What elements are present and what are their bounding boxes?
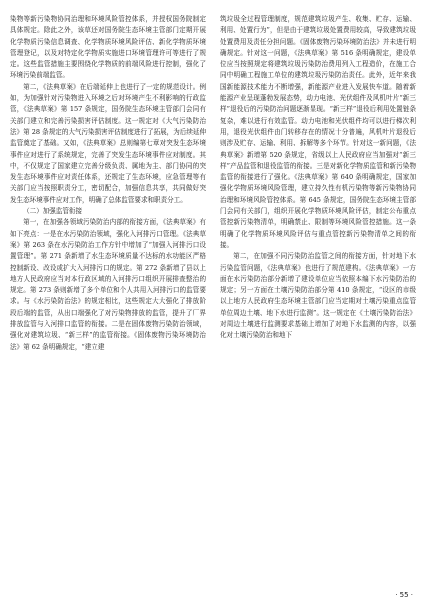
paragraph: 第二，《法典草案》在后端延伸上也进行了一定的规范设计。例如，为加强针对污染物进入环境之后对环境产生不利影响的行政监管，《法典草案》第 157 条规定，国务院生态环境主管部门会同有关部门建立和完善污染损害评估制度。这一规定对《大气污染防治法》第 28 条规定的大气污染损害评估制度进行了拓展，为后续延伸监管奠定了基础。又如，《法典草案》总则编第七章对突发生态环境事件应对进行了系统规定，完善了突发生态环境事件应对制度。其中，不仅规定了国家建立完善分级负责、属地为主、部门协同的突发生态环境事件应对责任体系，还规定了生态环境，应急管理等有关部门应当按照职责分工，密切配合，加强信息共享，共同做好突发生态环境事件应对工作，明确了总体监管要求和职责分工。 (10, 82, 206, 204)
section-heading: （二）加强监管衔接 (23, 207, 83, 216)
paragraph: 第一，在加强各领域污染防治内部的衔接方面，《法典草案》有如下亮点：一是在水污染防治领域，强化入河排污口管理。《法典草案》第 263 条在水污染防治工作方针中增加了“加强入河排污口设置管理”。第 271 条新增了水生态环境质量不达标的水功能区严格控制新设、改设或扩大入河排污口的规定。第 272 条新增了县以上地方人民政府应当对本行政区域的入河排污口组织开展排查整治的规定。第 273 条则新增了多个单位和个人共用入河排污口的监管要求。与《水污染防治法》的规定相比，这些规定大大强化了排放阶段后端的监管，从出口端强化了对污染物排放的监管，提升了厂界排放监管与入河排口监管的衔接。二是在固体废物污染防治领域，强化对建筑垃圾、“新三样”的监管衔接。《固体废物污染环境防治法》第 62 条明确规定，“建立建 (10, 218, 206, 351)
right-text-column (220, 14, 416, 585)
paragraph: 筑垃圾全过程管理制度，规范建筑垃圾产生、收集、贮存、运输、利用、处置行为”，但是由于建筑垃圾处置费用较高，导致建筑垃圾处置费用及责任分担问题。《固体废物污染环境防治法》并未进行明确规定。针对这一问题，《法典草案》第 516 条明确规定，建设单位应当按照规定将建筑垃圾污染防治费用列入工程造价，在施工合同中明确工程施工单位的建筑垃圾污染防治责任。此外，近年来我国新能源技术能力不断增强，新能源产业进入发展快车道。随着新能源产业呈现蓬勃发展态势，动力电池、光伏组件及风机叶片“新三样”退役后的污染防治问题逐渐显现。“新三样”退役后利用处置链条复杂，难以进行有效监管。动力电池和光伏组件均可以进行梯次利用，退役光伏组件由门转移存在的情况十分普遍，风机叶片退役后则涉及贮存、运输、利用、拆解等多个环节。针对这一新问题，《法典草案》新增第 520 条规定，省级以上人民政府应当加强对“新三样”产品监管和退役监管的衔接。三是对新化学物质监管和新污染物监管的衔接进行了强化。《法典草案》第 640 条明确规定，国家加强化学物质环境风险管理，建立持久性有机污染物等新污染物协同治理和环境风险管控体系。第 645 条规定，国务院生态环境主管部门会同有关部门，组织开展化学物质环境风险评估，制定公布重点管控新污染物清单，明确禁止、限制等环境风险管控措施。这一条明确了化学物质环境风险评估与重点管控新污染物清单之间的衔接。 (220, 15, 416, 249)
page-number: · 55 · (395, 591, 413, 599)
left-text-column (10, 14, 206, 585)
paragraph: 第二，在加强不同污染防治监管之间的衔接方面，针对地下水污染监管问题，《法典草案》也进行了规范建构。《法典草案》一方面在水污染防治部分新增了建设单位应当依照本编下水污染防治的规定；另一方面在土壤污染防治部分第 410 条规定，“设区的市级以上地方人民政府生态环境主管部门应当定期对土壤污染重点监管单位周边土壤、地下水进行监测”。这一规定在《土壤污染防治法》对周边土壤进行监测要求基础上增加了对地下水监测的内容，以强化对土壤污染防治和地下 (220, 252, 416, 340)
paragraph: 染物等新污染物协同治理和环境风险管控体系，并授权国务院制定具体规定。除此之外，该草还对国务院生态环境主管部门定期开展化学物质污染信息调查、化学物质环境风险评估、新化学物质环境管理登记，以及对特定化学物质实施进口环境管理许可等进行了规定。这些监管措施主要围绕化学物质的前端风险进行控制，强化了环境污染前端监管。 (10, 15, 206, 80)
